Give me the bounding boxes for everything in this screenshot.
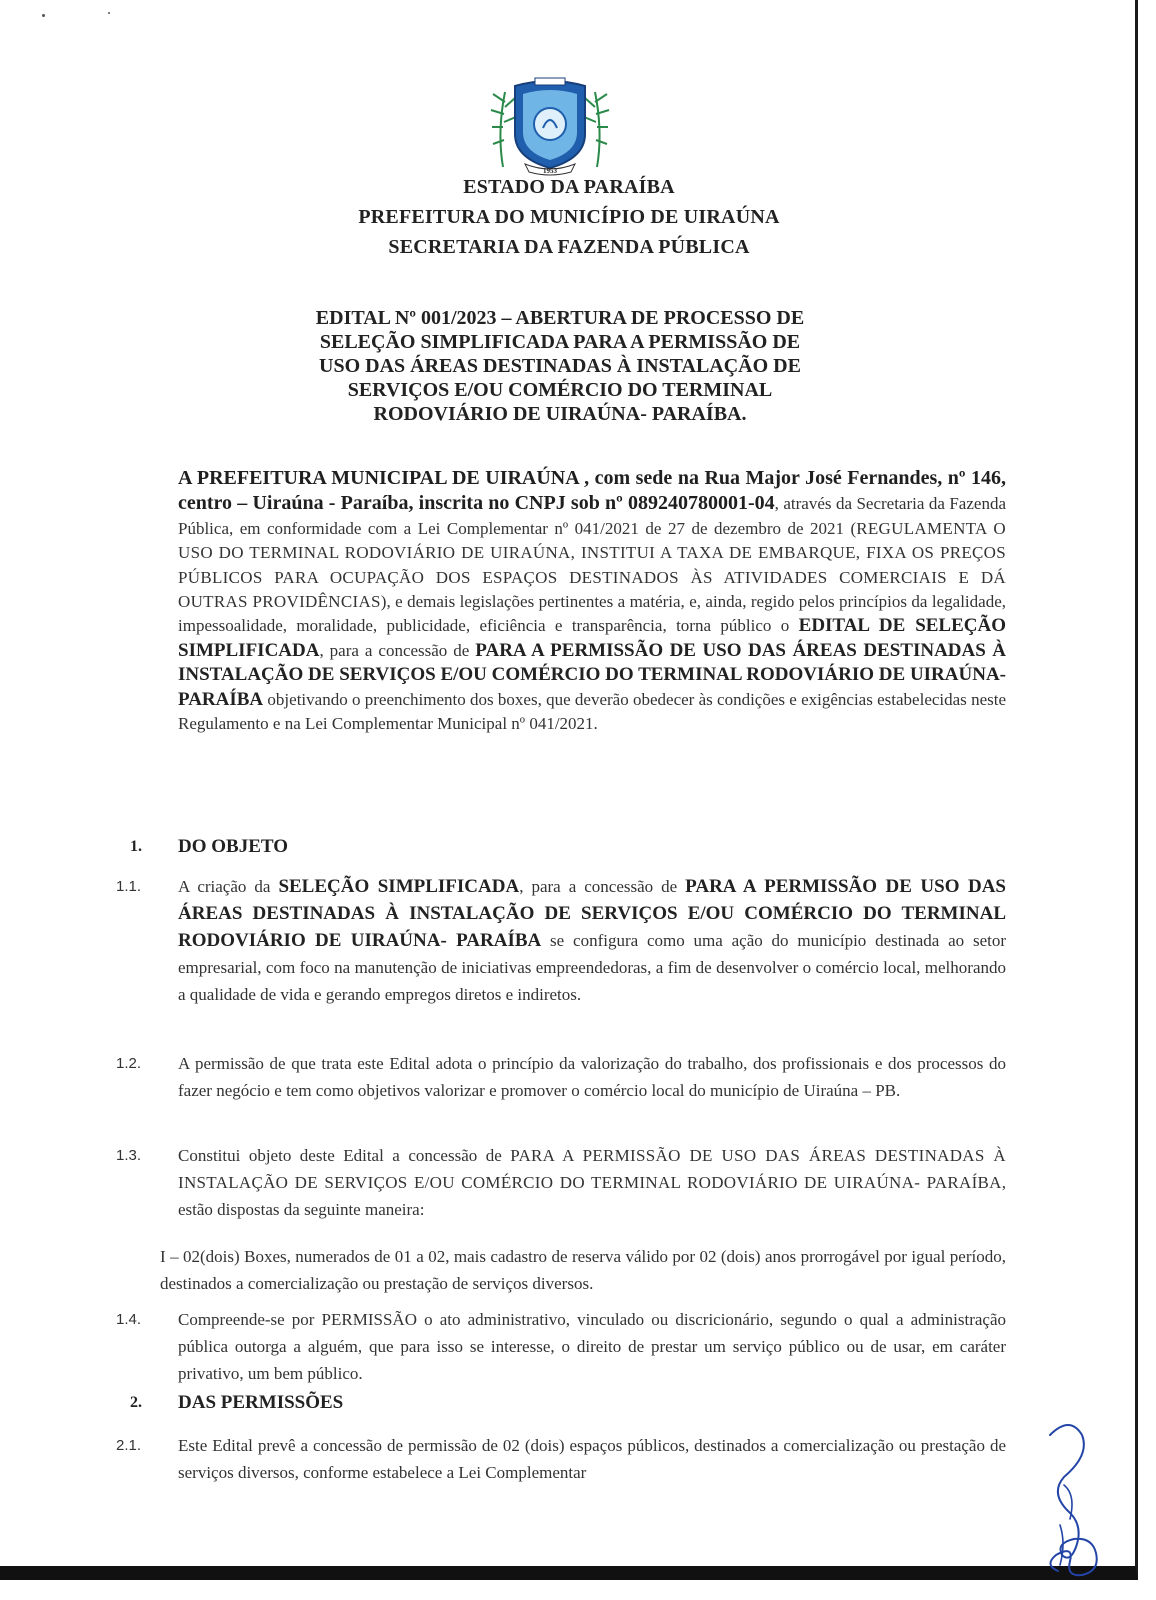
intro-text: objetivando o preenchimento dos boxes, que deverão obedecer às condições e exigências estabelecidas neste Regulamento e na Lei Complementar Municipal nº 041/2021.: [178, 689, 1006, 734]
intro-bold: EDITAL DE SELEÇÃO SIMPLIFICADA: [178, 615, 1006, 661]
clause-text: , para a concessão de: [519, 877, 686, 896]
clause-number: 1.2.: [116, 1055, 142, 1072]
handwritten-signature: [1030, 1415, 1110, 1580]
clause-bold: SELEÇÃO SIMPLIFICADA: [278, 876, 520, 897]
edital-title: [250, 306, 870, 426]
scan-speck: [108, 12, 110, 14]
scan-speck: [42, 14, 45, 17]
clause-number: 1.4.: [116, 1311, 142, 1328]
sugarcane-right-icon: [584, 92, 609, 167]
intro-text: , para a concessão de: [319, 640, 476, 660]
intro-text: , através da Secretaria da Fazenda Pública, em conformidade com a Lei Complementar nº 041/2021 de 27 de dezembro de 2021 (: [178, 494, 1006, 538]
clause-1-1: [116, 873, 1007, 1008]
secretariat-heading: SECRETARIA DA FAZENDA PÚBLICA: [388, 236, 750, 258]
section-number: 2.: [130, 1394, 142, 1411]
clause-1-4: [116, 1306, 1006, 1387]
edital-title-line: EDITAL Nº 001/2023 – ABERTURA DE PROCESSO DE: [315, 307, 805, 329]
intro-text: ), e demais legislações pertinentes a matéria, e, ainda, regido pelos princípios da legalidade, impessoalidade, moralidade, publicidade, eficiência e transparência, torna público o: [178, 592, 1006, 636]
clause-text: se configura como uma ação do município destinada ao setor empresarial, com foco na manutenção de iniciativas empreendedoras, a fim de desenvolver o comércio local, melhorando a qualidade de vida e gerando empregos diretos e indiretos.: [178, 931, 1007, 1004]
intro-paragraph: [178, 466, 1006, 736]
clause-bold: PARA A PERMISSÃO DE USO DAS ÁREAS DESTINADAS À INSTALAÇÃO DE SERVIÇOS E/OU COMÉRCIO DO TERMINAL RODOVIÁRIO DE UIRAÚNA- PARAÍBA: [178, 876, 1006, 951]
municipal-seal-logo: [485, 72, 615, 177]
clause-2-1: [116, 1432, 1006, 1486]
clause-number: 1.3.: [116, 1147, 142, 1164]
clause-1-2: [116, 1050, 1006, 1104]
clause-number: 1.1.: [116, 878, 142, 895]
edital-title-line: SERVIÇOS E/OU COMÉRCIO DO TERMINAL: [347, 379, 773, 401]
section-heading: [130, 836, 288, 858]
section-title: DO OBJETO: [178, 836, 288, 857]
clause-1-3-item-I: I – 02(dois) Boxes, numerados de 01 a 02, mais cadastro de reserva válido por 02 (dois) anos prorrogável por igual período, destinados a comercialização ou prestação de serviços diversos.: [160, 1247, 1006, 1293]
clause-text: Este Edital prevê a concessão de permissão de 02 (dois) espaços públicos, destinados a comercialização ou prestação de serviços diversos, conforme estabelece a Lei Complementar: [178, 1436, 1006, 1482]
clause-text: Compreende-se por PERMISSÃO o ato administrativo, vinculado ou discricionário, segundo o qual a administração pública outorga a alguém, que para isso se interesse, o direito de prestar um serviço público ou de usar, em caráter privativo, um bem público.: [178, 1310, 1006, 1383]
intro-lead: A PREFEITURA MUNICIPAL DE UIRAÚNA , com sede na Rua Major José Fernandes, nº 146, centro – Uiraúna - Paraíba, inscrita no CNPJ sob nº 089240780001-04: [178, 467, 1006, 515]
clause-text: A permissão de que trata este Edital adota o princípio da valorização do trabalho, dos profissionais e dos processos do fazer negócio e tem como objetivos valorizar e promover o comércio local do município de Uiraúna – PB.: [178, 1054, 1006, 1100]
intro-bold: PARA A PERMISSÃO DE USO DAS ÁREAS DESTINADAS À INSTALAÇÃO DE SERVIÇOS E/OU COMÉRCIO DO TERMINAL RODOVIÁRIO DE UIRAÚNA- PARAÍBA: [178, 639, 1006, 710]
state-heading: ESTADO DA PARAÍBA: [463, 176, 675, 198]
clause-number: 2.1.: [116, 1437, 142, 1454]
clause-caps: PARA A PERMISSÃO DE USO DAS ÁREAS DESTINADAS À INSTALAÇÃO DE SERVIÇOS E/OU COMÉRCIO DO TERMINAL RODOVIÁRIO DE UIRAÚNA- PARAÍBA: [178, 1146, 1006, 1192]
clause-1-3: [116, 1142, 1006, 1223]
section-title: DAS PERMISSÕES: [178, 1392, 344, 1413]
edital-title-line: SELEÇÃO SIMPLIFICADA PARA A PERMISSÃO DE: [319, 331, 801, 353]
seal-year: 1953: [543, 167, 557, 175]
section-heading: [130, 1392, 344, 1414]
edital-title-line: RODOVIÁRIO DE UIRAÚNA- PARAÍBA.: [373, 403, 747, 425]
intro-caps: REGULAMENTA O USO DO TERMINAL RODOVIÁRIO DE UIRAÚNA, INSTITUI A TAXA DE EMBARQUE, FIXA OS PREÇOS PÚBLICOS PARA OCUPAÇÃO DOS ESPAÇOS DESTINADOS ÀS ATIVIDADES COMERCIAIS E DÁ OUTRAS PROVIDÊNCIAS: [178, 518, 1006, 612]
prefecture-heading: PREFEITURA DO MUNICÍPIO DE UIRAÚNA: [358, 206, 780, 228]
section-number: 1.: [130, 838, 142, 855]
clause-text: , estão dispostas da seguinte maneira:: [178, 1173, 1006, 1219]
clause-text: Constitui objeto deste Edital a concessão de: [178, 1146, 511, 1165]
edital-title-line: USO DAS ÁREAS DESTINADAS À INSTALAÇÃO DE: [319, 355, 801, 377]
clause-text: A criação da: [178, 877, 279, 896]
sugarcane-left-icon: [491, 92, 516, 167]
